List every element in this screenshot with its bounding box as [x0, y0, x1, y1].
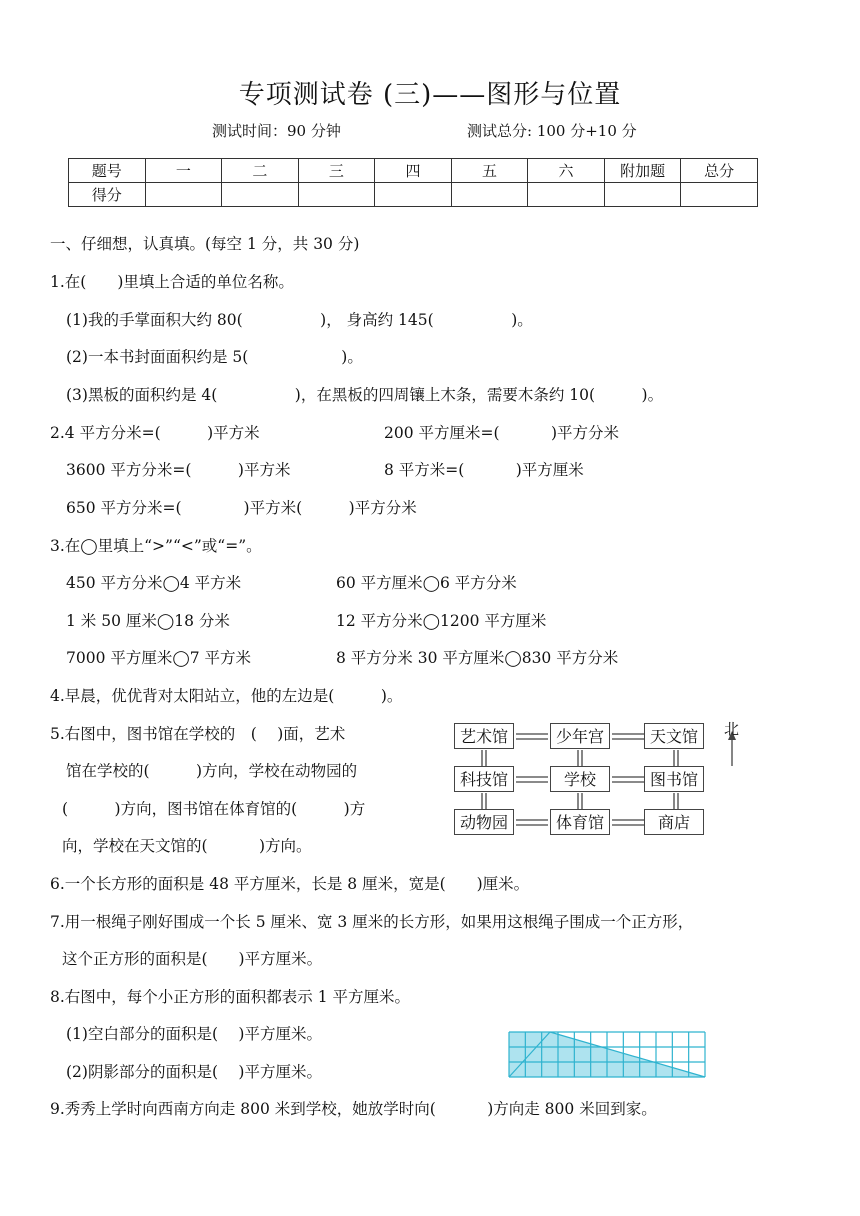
north-label: 北	[724, 720, 740, 738]
q8-stem: 8.右图中，每个小正方形的面积都表示 1 平方厘米。	[50, 988, 411, 1006]
map-place: 艺术馆	[454, 723, 514, 749]
q3-item: 450 平方分米◯4 平方米	[66, 574, 242, 592]
score-input-cell[interactable]	[681, 183, 758, 207]
q5-line: 5.右图中，图书馆在学校的 ( )面，艺术	[50, 725, 346, 743]
page-title: 专项测试卷 (三)——图形与位置	[238, 80, 622, 110]
q1-part3: (3)黑板的面积约是 4( )，在黑板的四周镶上木条，需要木条约 10( )。	[66, 386, 664, 404]
q5-line: 向，学校在天文馆的( )方向。	[62, 837, 312, 855]
score-header-cell: 三	[298, 159, 375, 183]
q3-item: 1 米 50 厘米◯18 分米	[66, 612, 230, 630]
q1-part2: (2)一本书封面面积约是 5( )。	[66, 348, 363, 366]
q5-line: ( )方向，图书馆在体育馆的( )方	[62, 800, 366, 818]
score-input-cell[interactable]	[222, 183, 299, 207]
q7-line: 7.用一根绳子刚好围成一个长 5 厘米、宽 3 厘米的长方形，如果用这根绳子围成一个正方形，	[50, 913, 694, 931]
map-place: 商店	[644, 809, 704, 835]
map-place: 少年宫	[550, 723, 610, 749]
map-place: 天文馆	[644, 723, 704, 749]
q3-item: 60 平方厘米◯6 平方分米	[336, 574, 517, 592]
score-header-cell: 附加题	[604, 159, 681, 183]
score-row-label: 得分	[69, 183, 146, 207]
q2-item: 8 平方米=( )平方厘米	[384, 461, 584, 479]
map-place: 学校	[550, 766, 610, 792]
q4-text: 4.早晨，优优背对太阳站立，他的左边是( )。	[50, 687, 403, 705]
score-input-cell[interactable]	[375, 183, 452, 207]
score-header-cell: 总分	[681, 159, 758, 183]
q2-item: 650 平方分米=( )平方米( )平方分米	[66, 499, 417, 517]
section-heading: 一、仔细想，认真填。(每空 1 分，共 30 分)	[50, 235, 360, 253]
score-input-cell[interactable]	[298, 183, 375, 207]
q1-part1: (1)我的手掌面积大约 80( )， 身高约 145( )。	[66, 311, 533, 329]
score-input-cell[interactable]	[145, 183, 222, 207]
score-input-cell[interactable]	[451, 183, 528, 207]
map-place: 动物园	[454, 809, 514, 835]
q8-part1: (1)空白部分的面积是( )平方厘米。	[66, 1025, 322, 1043]
score-header-cell: 二	[222, 159, 299, 183]
map-place: 图书馆	[644, 766, 704, 792]
test-total: 测试总分: 100 分+10 分	[467, 122, 637, 140]
score-header-cell: 四	[375, 159, 452, 183]
score-header-cell: 六	[528, 159, 605, 183]
score-table	[68, 158, 758, 207]
score-header-cell: 一	[145, 159, 222, 183]
test-time: 测试时间：90 分钟	[212, 122, 341, 140]
score-input-cell[interactable]	[528, 183, 605, 207]
q8-part2: (2)阴影部分的面积是( )平方厘米。	[66, 1063, 322, 1081]
q1-stem: 1.在( )里填上合适的单位名称。	[50, 273, 294, 291]
q2-item: 200 平方厘米=( )平方分米	[384, 424, 620, 442]
q5-line: 馆在学校的( )方向，学校在动物园的	[66, 762, 358, 780]
q3-item: 12 平方分米◯1200 平方厘米	[336, 612, 547, 630]
score-input-cell[interactable]	[604, 183, 681, 207]
q7-line: 这个正方形的面积是( )平方厘米。	[62, 950, 323, 968]
q2-item: 2.4 平方分米=( )平方米	[50, 424, 260, 442]
q3-item: 7000 平方厘米◯7 平方米	[66, 649, 252, 667]
q3-item: 8 平方分米 30 平方厘米◯830 平方分米	[336, 649, 619, 667]
q9-text: 9.秀秀上学时向西南方向走 800 米到学校，她放学时向( )方向走 800 米回到家。	[50, 1100, 657, 1118]
q3-stem: 3.在◯里填上“>”“<”或“=”。	[50, 537, 262, 555]
score-header-cell: 五	[451, 159, 528, 183]
q6-text: 6.一个长方形的面积是 48 平方厘米，长是 8 厘米，宽是( )厘米。	[50, 875, 530, 893]
square-grid-figure	[508, 1031, 708, 1079]
map-place: 科技馆	[454, 766, 514, 792]
q2-item: 3600 平方分米=( )平方米	[66, 461, 291, 479]
map-place: 体育馆	[550, 809, 610, 835]
score-table-header-row	[69, 159, 758, 183]
position-map	[448, 718, 748, 846]
score-header-cell: 题号	[69, 159, 146, 183]
score-table-score-row	[69, 183, 758, 207]
